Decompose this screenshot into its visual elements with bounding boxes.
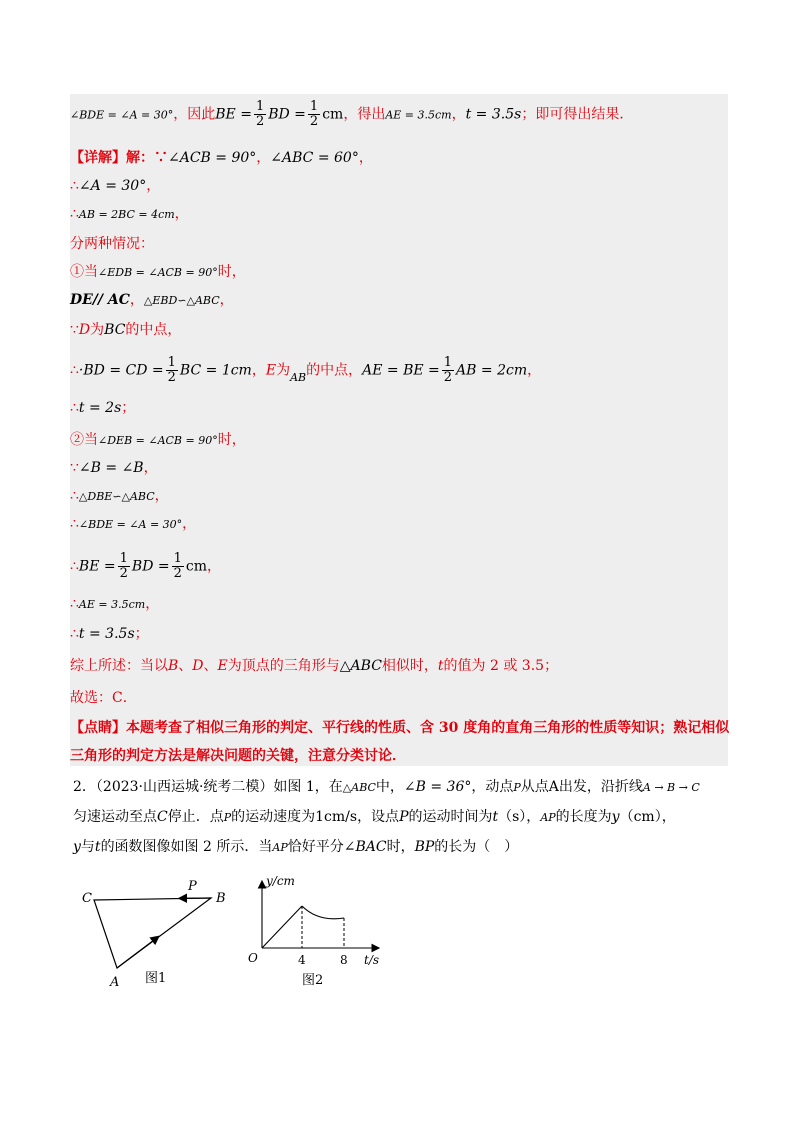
solution-line-5: 分两种情况： xyxy=(70,236,154,252)
solution-line-20: 【点睛】本题考查了相似三角形的判定、平行线的性质、含 30 度角的直角三角形的性质等知识；熟记相似 xyxy=(70,720,730,736)
text: 的值为 2 或 3.5； xyxy=(443,658,559,674)
label-p: P xyxy=(188,879,197,894)
text: ，设点 xyxy=(357,809,400,825)
text: 为 xyxy=(276,362,291,379)
fraction-denominator: 2 xyxy=(173,566,182,581)
text: 的长为（ ） xyxy=(434,839,519,855)
fraction xyxy=(172,552,184,581)
math-expr: △ABC xyxy=(342,781,376,794)
math-expr: ∠BDE = ∠A = 30° xyxy=(78,518,183,531)
solution-line-7 xyxy=(70,290,234,311)
fraction-numerator: 1 xyxy=(167,355,176,370)
triangle-abc xyxy=(94,898,211,968)
therefore-symbol: ∴ xyxy=(70,626,79,642)
text: 的长度为 xyxy=(555,809,612,825)
text: ， xyxy=(207,558,222,575)
fraction-denominator: 2 xyxy=(443,370,453,385)
solution-line-12 xyxy=(70,458,158,478)
graph-rising-segment xyxy=(262,906,302,948)
detail-heading: 【详解】解：∵ xyxy=(70,150,168,166)
text: 的函数图像如图 2 所示．当 xyxy=(100,839,273,855)
text: 时， xyxy=(217,432,246,448)
therefore-symbol: ∴ xyxy=(70,596,79,612)
therefore-symbol: ∴ xyxy=(70,362,79,379)
math-expr: cm xyxy=(322,106,344,123)
figure-1-caption: 图1 xyxy=(145,971,167,986)
math-expr: DE// AC xyxy=(70,292,130,308)
fraction xyxy=(442,356,454,385)
math-expr: t xyxy=(94,839,101,855)
text: 时， xyxy=(217,264,246,280)
tick-label-4: 4 xyxy=(298,953,306,967)
math-expr: y xyxy=(73,839,81,855)
text: （s）， xyxy=(498,809,541,825)
solution-line-6 xyxy=(70,262,246,283)
text: 恰好平分 xyxy=(287,839,344,855)
text: 相似时， xyxy=(381,658,438,674)
text: （cm）， xyxy=(619,809,676,825)
fraction-denominator: 2 xyxy=(119,566,128,581)
solution-line-10 xyxy=(70,398,135,418)
math-expr: t xyxy=(492,809,499,825)
label-b: B xyxy=(216,891,226,906)
text: ，因此 xyxy=(173,106,216,123)
text: 2．（2023·山西运城·统考二模）如图 1，在 xyxy=(73,779,343,795)
solution-line-16 xyxy=(70,594,159,615)
question-line-1 xyxy=(73,776,700,799)
text: 的中点， xyxy=(306,362,363,379)
text: 、 xyxy=(203,658,218,674)
math-expr: C xyxy=(157,809,168,825)
arrow-a-to-b xyxy=(117,937,158,968)
therefore-symbol: ∴ xyxy=(70,178,79,194)
text: 中， xyxy=(375,779,404,795)
math-expr: AE = 3.5cm xyxy=(78,598,146,611)
text: ，动点 xyxy=(471,779,514,795)
fraction xyxy=(254,100,266,129)
text: 的运动时间为 xyxy=(408,809,493,825)
graph-curve-segment xyxy=(302,906,344,919)
math-expr: ∠B = 36° xyxy=(403,779,472,795)
math-expr: 1cm/s xyxy=(315,809,358,825)
math-expr: P xyxy=(399,809,409,825)
question-line-2 xyxy=(73,806,676,829)
text: ， xyxy=(174,206,189,222)
text: ， xyxy=(154,488,169,504)
text: 为 xyxy=(90,322,105,338)
label-c: C xyxy=(82,891,92,906)
math-expr: ∠BDE = ∠A = 30° xyxy=(70,108,174,122)
fraction-numerator: 1 xyxy=(255,99,265,114)
solution-line-18 xyxy=(70,656,558,676)
text: 匀速运动至点 xyxy=(73,809,157,825)
math-expr: ∠ACB = 90° xyxy=(168,150,257,166)
text: ①当 xyxy=(70,264,98,280)
math-expr: t = 3.5s xyxy=(78,626,135,642)
text: ， xyxy=(143,460,158,476)
solution-line-14 xyxy=(70,514,196,535)
solution-line-8 xyxy=(70,320,181,340)
text: ； xyxy=(121,400,136,416)
math-expr: ∠BAC xyxy=(343,839,387,855)
text: 停止．点 xyxy=(167,809,224,825)
solution-line-9 xyxy=(70,356,541,385)
therefore-symbol: ∴ xyxy=(70,516,79,532)
text: 、 xyxy=(178,658,193,674)
solution-line-1 xyxy=(70,100,633,129)
math-expr: D xyxy=(192,658,204,674)
text: ，得出 xyxy=(343,106,386,123)
solution-line-15 xyxy=(70,552,221,581)
text: ②当 xyxy=(70,432,98,448)
fraction-numerator: 1 xyxy=(173,551,182,566)
solution-line-2 xyxy=(70,148,373,168)
solution-line-13 xyxy=(70,486,169,507)
math-expr: t = 2s xyxy=(78,400,122,416)
text: 时， xyxy=(386,839,415,855)
text: ， xyxy=(251,362,266,379)
math-expr: AB = 2cm xyxy=(456,362,528,379)
math-expr: AP xyxy=(272,841,288,854)
text: 的运动速度为 xyxy=(231,809,316,825)
fraction xyxy=(166,356,178,385)
therefore-symbol: ∴ xyxy=(70,558,79,575)
figure-2-graph xyxy=(240,870,390,1000)
math-expr: ∠B = ∠B xyxy=(78,460,144,476)
math-expr: AP xyxy=(540,811,556,824)
math-expr: BC = 1cm xyxy=(179,362,252,379)
math-expr: t = 3.5s xyxy=(465,106,522,123)
text: ， xyxy=(451,106,466,123)
therefore-symbol: ∴ xyxy=(70,400,79,416)
y-axis-label: y/cm xyxy=(266,874,295,888)
solution-block xyxy=(70,94,728,766)
fraction xyxy=(118,552,130,581)
math-expr: D xyxy=(78,322,91,338)
math-expr: P xyxy=(513,781,521,794)
solution-line-21: 三角形的判定方法是解决问题的关键，注意分类讨论． xyxy=(70,748,406,764)
math-expr: E xyxy=(217,658,228,674)
text: ， xyxy=(182,516,197,532)
because-symbol: ∵ xyxy=(70,460,79,476)
figure-2-caption: 图2 xyxy=(302,973,324,988)
text: 的中点， xyxy=(125,322,182,338)
text: ， xyxy=(527,362,542,379)
therefore-symbol: ∴ xyxy=(70,488,79,504)
text: ， xyxy=(256,150,271,166)
math-expr: △ABC xyxy=(339,658,382,674)
question-line-3 xyxy=(73,836,518,859)
fraction-numerator: 1 xyxy=(119,551,128,566)
math-expr: BE = xyxy=(215,106,252,123)
text: ， xyxy=(145,596,160,612)
math-expr: cm xyxy=(185,558,208,575)
math-expr: y xyxy=(611,809,620,825)
math-expr: BC xyxy=(104,322,126,338)
math-expr: ∠ABC = 60° xyxy=(270,150,359,166)
fraction-denominator: 2 xyxy=(309,114,319,129)
math-expr: P xyxy=(223,811,232,824)
math-expr: t xyxy=(437,658,444,674)
figure-1-triangle xyxy=(70,870,240,1000)
math-expr: BP xyxy=(414,839,435,855)
math-expr: BE = xyxy=(78,558,116,575)
math-expr: BD = xyxy=(268,106,306,123)
math-expr: E xyxy=(265,362,277,379)
tick-label-8: 8 xyxy=(340,953,348,967)
label-a: A xyxy=(110,975,120,990)
text: ；即可得出结果． xyxy=(521,106,634,123)
solution-line-4 xyxy=(70,204,189,225)
math-expr: AB = 2BC = 4cm xyxy=(78,208,175,221)
fraction-numerator: 1 xyxy=(443,355,453,370)
fraction-denominator: 2 xyxy=(167,370,176,385)
math-expr: AE = 3.5cm xyxy=(385,108,452,122)
math-expr: ·BD = CD = xyxy=(78,362,164,379)
text: 为顶点的三角形与 xyxy=(227,658,340,674)
text: ， xyxy=(146,178,161,194)
math-expr: △EBD∽△ABC xyxy=(143,294,220,307)
math-expr: ∠A = 30° xyxy=(78,178,147,194)
fraction-denominator: 2 xyxy=(255,114,265,129)
text: 与 xyxy=(80,839,95,855)
math-expr: ∠EDB = ∠ACB = 90° xyxy=(98,266,218,279)
text: 综上所述：当以 xyxy=(70,658,168,674)
math-expr: ∠DEB = ∠ACB = 90° xyxy=(98,434,218,447)
math-expr: AE = BE = xyxy=(362,362,440,379)
solution-line-11 xyxy=(70,430,246,451)
text: 从点A出发，沿折线 xyxy=(520,779,643,795)
text: ， xyxy=(219,292,234,308)
math-expr: △DBE∽△ABC xyxy=(78,490,155,503)
solution-line-19: 故选：C． xyxy=(70,690,137,706)
solution-line-17 xyxy=(70,624,149,644)
fraction-numerator: 1 xyxy=(309,99,319,114)
math-expr: BD = xyxy=(131,558,170,575)
origin-label: O xyxy=(248,951,258,965)
text: ； xyxy=(134,626,149,642)
x-axis-label: t/s xyxy=(364,953,380,967)
math-expr: AB xyxy=(290,370,307,384)
fraction xyxy=(308,100,320,129)
math-expr: B xyxy=(168,658,179,674)
because-symbol: ∵ xyxy=(70,322,79,338)
text: ， xyxy=(358,150,373,166)
text: ， xyxy=(129,292,144,308)
solution-line-3 xyxy=(70,176,160,196)
math-expr: A → B → C xyxy=(642,781,700,794)
therefore-symbol: ∴ xyxy=(70,206,79,222)
